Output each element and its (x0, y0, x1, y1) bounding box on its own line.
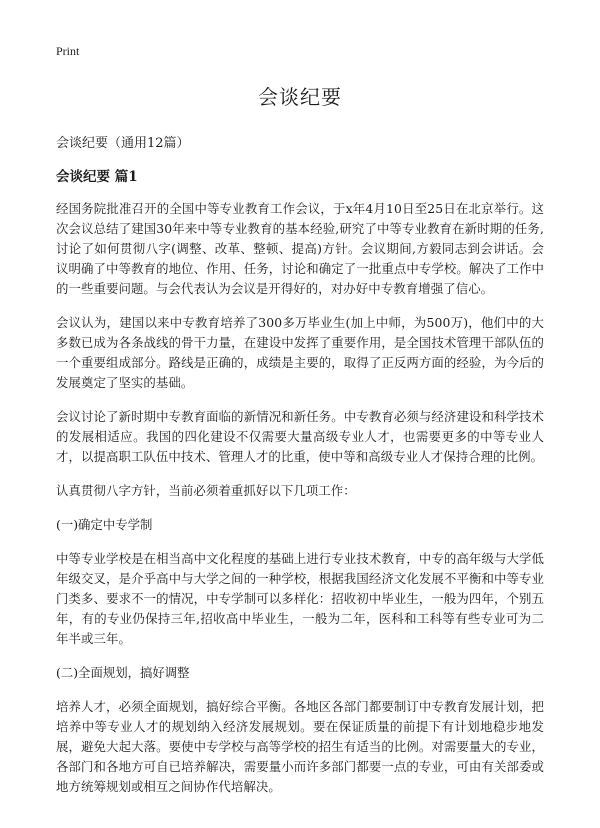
subheading-1: (一)确定中专学制 (56, 517, 153, 532)
paragraph-3: 会议讨论了新时期中专教育面临的新情况和新任务。中专教育必须与经济建设和科学技术的发展相适应。我国的四化建设不仅需要大量高级专业人才，也需要更多的中等专业人才，以提高职工队伍中技术、管理人才的比重，使中等和高级专业人才保持合理的比例。 (56, 409, 544, 464)
paragraph-1: 经国务院批准召开的全国中等专业教育工作会议，于x年4月10日至25日在北京举行。这次会议总结了建国30年来中等专业教育的基本经验,研究了中等专业教育在新时期的任务,讨论了如何贯彻八字(调整、改革、整顿、提高)方针。会议期间,方毅同志到会讲话。会议明确了中等教育的地位、作用、任务，讨论和确定了一批重点中专学校。解决了工作中的一些重要问题。与会代表认为会议是开得好的，对办好中专教育增强了信心。 (56, 201, 544, 296)
print-link[interactable]: Print (56, 44, 80, 58)
document-subtitle: 会谈纪要（通用12篇） (56, 136, 190, 151)
paragraph-5: 中等专业学校是在相当高中文化程度的基础上进行专业技术教育，中专的高年级与大学低年级交叉，是介乎高中与大学之间的一种学校，根据我国经济文化发展不平衡和中等专业门类多、要求不一的情况，中专学制可以多样化：招收初中毕业生，一般为四年，个别五年，有的专业仍保持三年,招收高中毕业生，一般为二年，医科和工科等有些专业可为二年半或三年。 (56, 551, 544, 646)
document-title: 会谈纪要 (258, 85, 342, 109)
section-heading: 会谈纪要 篇1 (56, 169, 138, 185)
paragraph-2: 会议认为，建国以来中专教育培养了300多万毕业生(加上中师，为500万)，他们中的大多数已成为各条战线的骨干力量，在建设中发挥了重要作用，是全国技术管理干部队伍的一个重要组成部分。路线是正确的，成绩是主要的，取得了正反两方面的经验，为今后的发展奠定了坚实的基础。 (56, 315, 544, 390)
subheading-2: (二)全面规划，搞好调整 (56, 665, 190, 680)
paragraph-6: 培养人才，必须全面规划，搞好综合平衡。各地区各部门都要制订中专教育发展计划，把培养中等专业人才的规划纳入经济发展规划。要在保证质量的前提下有计划地稳步地发展，避免大起大落。要使中专学校与高等学校的招生有适当的比例。对需要量大的专业，各部门和各地方可自已培养解决，需要量小而许多部门都要一点的专业，可由有关部委或地方统筹规划或相互之间协作代培解决。 (56, 699, 544, 794)
paragraph-4: 认真贯彻八字方针，当前必须着重抓好以下几项工作： (56, 483, 356, 498)
